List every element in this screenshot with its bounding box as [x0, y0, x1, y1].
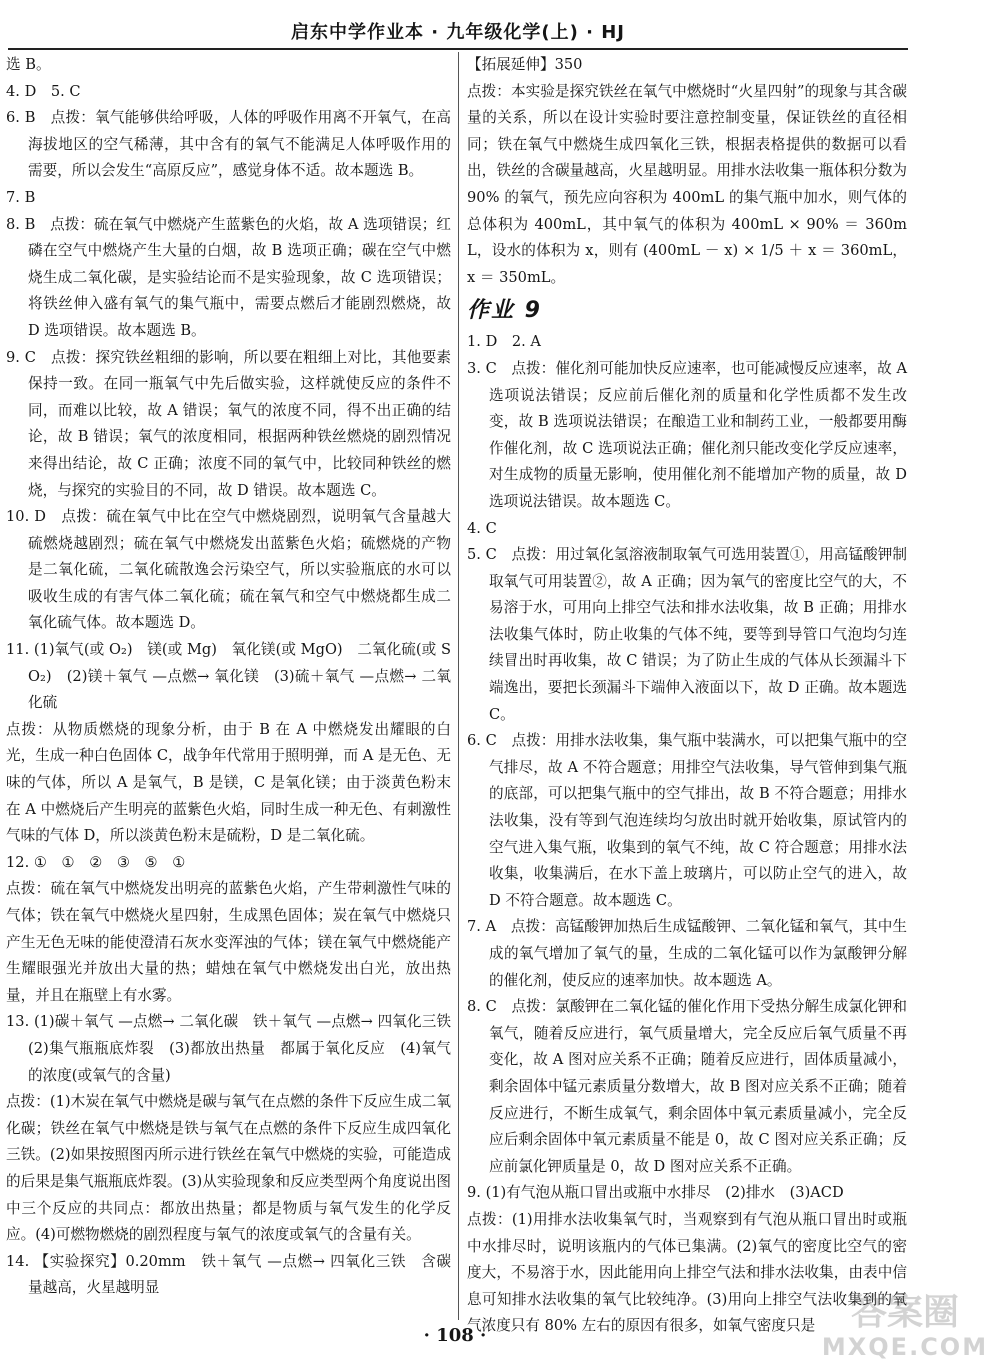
answer-item: 6. B 点拨：氧气能够供给呼吸，人体的呼吸作用离不开氧气，在高海拔地区的空气稀薄，其中含有的氧气不能满足人体呼吸作用的需要，所以会发生“高原反应”，感觉身体不适。故本题选 B。 — [6, 109, 451, 180]
answer-item: 9. C 点拨：探究铁丝粗细的影响，所以要在粗细上对比，其他要素保持一致。在同一瓶氧气中先后做实验，这样就使反应的条件不同，而难以比较，故 A 错误；氧气的浓度不同，得不出正确的结论，故 B 错误；氧气的浓度相同，根据两种铁丝燃烧的剧烈情况来得出结论，故 C 正确；浓度不同的氧气中，比较同种铁丝的燃烧，与探究的实验目的不同，故 D 错误。故本题选 C。 — [6, 348, 451, 499]
watermark-logo — [820, 1293, 990, 1363]
explanation-paragraph: 点拨：从物质燃烧的现象分析，由于 B 在 A 中燃烧发出耀眼的白光，生成一种白色固体 C，战争年代常用于照明弹，而 A 是无色、无味的气体，所以 A 是氧气，B 是镁，C 是氧化镁；由于淡黄色粉末在 A 中燃烧后产生明亮的蓝紫色火焰，同时生成一种无色、有刺激性气味的气体 D，所以淡黄色粉末是硫粉，D 是二氧化硫。 — [6, 720, 451, 845]
watermark-text: 答案圈 — [850, 1292, 959, 1333]
page-number: · 108 · — [423, 1325, 487, 1346]
answer-item: 4. C — [467, 519, 497, 537]
page-header — [8, 14, 908, 50]
answer-item: 7. A 点拨：高锰酸钾加热后生成锰酸钾、二氧化锰和氧气，其中生成的氧气增加了氧气的量，生成的二氧化锰可以作为氯酸钾分解的催化剂，使反应的速率加快。故本题选 A。 — [467, 918, 907, 989]
explanation-paragraph: 点拨：硫在氧气中燃烧发出明亮的蓝紫色火焰，产生带刺激性气味的气体；铁在氧气中燃烧火星四射，生成黑色固体；炭在氧气中燃烧只产生无色无味的能使澄清石灰水变浑浊的气体；镁在氧气中燃烧能产生耀眼强光并放出大量的热；蜡烛在氧气中燃烧发出白光，放出热量，并且在瓶壁上有水雾。 — [6, 880, 451, 1004]
answer-item: 13. (1)碳＋氧气 —点燃→ 二氧化碳 铁＋氧气 —点燃→ 四氧化三铁 (2)集气瓶瓶底炸裂 (3)都放出热量 都属于氧化反应 (4)氧气的浓度(或氧气的含量) — [6, 1013, 466, 1084]
answer-item: 4. D 5. C — [6, 82, 81, 100]
answer-item: 1. D 2. A — [467, 333, 541, 351]
answer-item: 9. (1)有气泡从瓶口冒出或瓶中水排尽 (2)排水 (3)ACD — [467, 1184, 844, 1202]
answer-item: 14. 【实验探究】0.20mm 铁＋氧气 —点燃→ 四氧化三铁 含碳量越高，火星越明显 — [6, 1252, 451, 1297]
answer-item: 10. D 点拨：硫在氧气中比在空气中燃烧剧烈，说明氧气含量越大硫燃烧越剧烈；硫在氧气中燃烧发出蓝紫色火焰；硫燃烧的产物是二氧化硫，二氧化硫散逸会污染空气，所以实验瓶底的水可以吸收生成的有害气体二氧化硫；硫在氧气和空气中燃烧都生成二氧化硫气体。故本题选 D。 — [6, 508, 451, 632]
column-divider — [458, 52, 459, 1320]
answer-item: 选 B。 — [6, 56, 51, 73]
left-column — [6, 52, 466, 1324]
explanation-paragraph: 点拨：(1)木炭在氧气中燃烧是碳与氧气在点燃的条件下反应生成二氧化碳；铁丝在氧气中燃烧是铁与氧气在点燃的条件下反应生成四氧化三铁。(2)如果按照图丙所示进行铁丝在氧气中燃烧的实验，可能造成的后果是集气瓶瓶底炸裂。(3)从实验现象和反应类型两个角度说出图中三个反应的共同点：都放出热量；都是物质与氧气发生的化学反应。(4)可燃物燃烧的剧烈程度与氧气的浓度或氧气的含量有关。 — [6, 1093, 451, 1244]
explanation-paragraph: 点拨：本实验是探究铁丝在氧气中燃烧时“火星四射”的现象与其含碳量的关系，所以在设计实验时要注意控制变量，保证铁丝的直径相同；铁在氧气中燃烧生成四氧化三铁，根据表格提供的数据可以看出，铁丝的含碳量越高，火星越明显。用排水法收集一瓶体积分数为 90% 的氧气，预先应向容积为 400mL 的集气瓶中加水，则气体的总体积为 400mL，其中氧气的体积为 400mL × 90% ＝ 360mL，设水的体积为 x，则有 (400mL － x) × 1/5 ＋ x ＝ 360mL，x ＝ 350mL。 — [467, 82, 907, 286]
answer-item: 7. B — [6, 188, 36, 206]
extension-answer: 【拓展延伸】350 — [467, 56, 583, 73]
answer-item: 11. (1)氧气(或 O₂) 镁(或 Mg) 氧化镁(或 MgO) 二氧化硫(或 SO₂) (2)镁＋氧气 —点燃→ 氧化镁 (3)硫＋氧气 —点燃→ 二氧化硫 — [6, 641, 451, 712]
answer-item: 8. B 点拨：硫在氧气中燃烧产生蓝紫色的火焰，故 A 选项错误；红磷在空气中燃烧产生大量的白烟，故 B 选项正确；碳在空气中燃烧生成二氧化碳，是实验结论而不是实验现象，故 C 选项错误；将铁丝伸入盛有氧气的集气瓶中，需要点燃后才能剧烈燃烧，故 D 选项错误。故本题选 B。 — [6, 215, 451, 339]
answer-item: 3. C 点拨：催化剂可能加快反应速率，也可能减慢反应速率，故 A 选项说法错误；反应前后催化剂的质量和化学性质都不发生改变，故 B 选项说法错误；在酿造工业和制药工业，一般都要用酶作催化剂，故 C 选项说法正确；催化剂只能改变化学反应速率，对生成物的质量无影响，使用催化剂不能增加产物的质量，故 D 选项说法错误。故本题选 C。 — [467, 359, 907, 510]
explanation-paragraph: 点拨：(1)用排水法收集氧气时，当观察到有气泡从瓶口冒出时或瓶中水排尽时，说明该瓶内的气体已集满。(2)氧气的密度比空气的密度大，不易溶于水，因此能用向上排空气法和排水法收集，由表中信息可知排水法收集的氧气比较纯净。(3)用向上排空气法收集到的氧气浓度只有 80% 左右的原因有很多，如氧气密度只是 — [467, 1210, 907, 1335]
answer-item: 6. C 点拨：用排水法收集，集气瓶中装满水，可以把集气瓶中的空气排尽，故 A 不符合题意；用排空气法收集，导气管伸到集气瓶的底部，可以把集气瓶中的空气排出，故 B 不符合题意；用排水法收集，没有等到气泡连续均匀放出时就开始收集，原试管内的空气进入集气瓶，收集到的氧气不纯，故 C 符合题意；用排水法收集，收集满后，在水下盖上玻璃片，可以防止空气的进入，故 D 不符合题意。故本题选 C。 — [467, 732, 907, 909]
section-title: 作业 9 — [467, 298, 542, 324]
answer-item: 12. ① ① ② ③ ⑤ ① — [6, 853, 186, 871]
header-title: 启东中学作业本 · 九年级化学(上) · HJ — [291, 22, 625, 43]
answer-item: 5. C 点拨：用过氧化氢溶液制取氧气可选用装置①，用高锰酸钾制取氧气可用装置②，故 A 正确；因为氧气的密度比空气的大，不易溶于水，可用向上排空气法和排水法收集，故 B 正确；用排水法收集气体时，防止收集的气体不纯，要等到导管口气泡均匀连续冒出时再收集，故 C 错误；为了防止生成的气体从长颈漏斗下端逸出，要把长颈漏斗下端伸入液面以下，故 D 正确。故本题选 C。 — [467, 546, 907, 723]
watermark-url: MXQE.COM — [821, 1333, 989, 1361]
answer-item: 8. C 点拨：氯酸钾在二氧化锰的催化作用下受热分解生成氯化钾和氧气，随着反应进行，氧气质量增大，完全反应后氧气质量不再变化，故 A 图对应关系不正确；随着反应进行，固体质量减小，剩余固体中锰元素质量分数增大，故 B 图对应关系不正确；随着反应进行，不断生成氧气，剩余固体中氧元素质量减小，完全反应后剩余固体中氧元素质量不能是 0，故 C 图对应关系正确；反应前氯化钾质量是 0，故 D 图对应关系不正确。 — [467, 998, 907, 1175]
